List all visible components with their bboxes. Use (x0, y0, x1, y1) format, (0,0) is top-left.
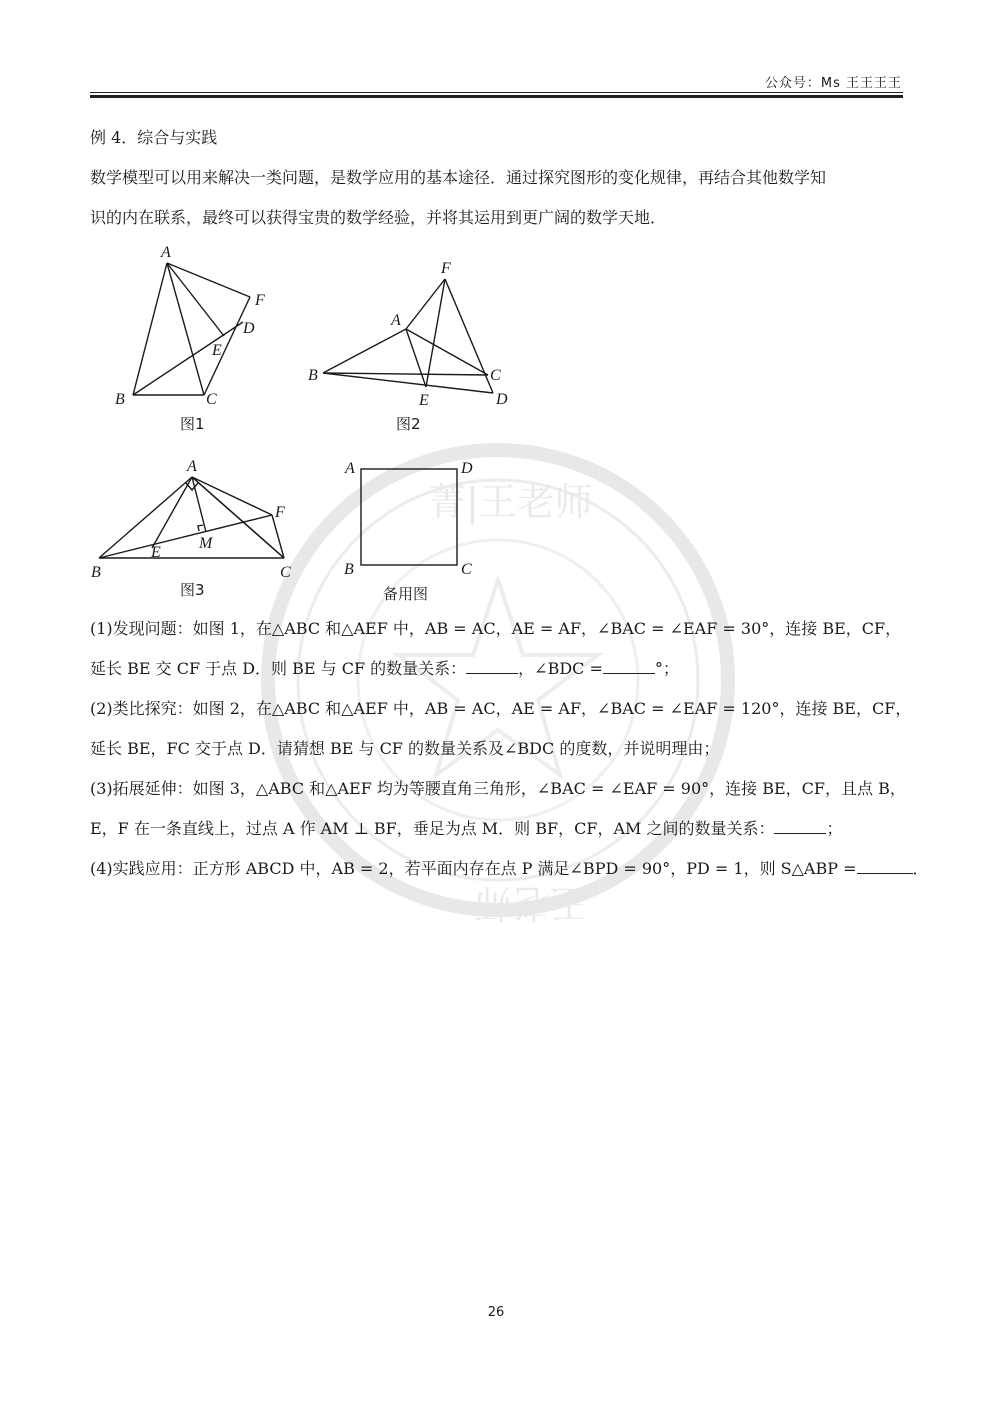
fig2-label-d: D (496, 391, 508, 408)
fig4-label-d: D (461, 460, 473, 477)
figure-1 (100, 238, 300, 438)
q1-line-2a: 延长 BE 交 CF 于点 D．则 BE 与 CF 的数量关系： (90, 659, 467, 678)
fig4-label-b: B (344, 561, 354, 578)
fig3-label-e: E (151, 544, 161, 561)
example-title: 例 4．综合与实践 (90, 128, 218, 147)
figure-spare (335, 452, 485, 607)
q3-line-2 (90, 819, 903, 839)
q1-line-2c: °； (654, 659, 679, 678)
fig2-label-b: B (308, 367, 318, 384)
figure-2 (300, 252, 530, 437)
header-rule-thin (90, 92, 903, 93)
q3-line-2a: E，F 在一条直线上，过点 A 作 AM ⊥ BF，垂足为点 M．则 BF，CF，AM 之间的数量关系： (90, 819, 775, 838)
fig3-label-b: B (91, 564, 101, 581)
fig4-label-a: A (345, 460, 355, 477)
q4-line-1b: ． (912, 859, 929, 878)
fig3-caption: 图3 (180, 581, 205, 599)
fig3-label-a: A (187, 458, 197, 475)
q3-answer-blank[interactable] (774, 819, 826, 834)
intro-line-2: 识的内在联系，最终可以获得宝贵的数学经验，并将其运用到更广阔的数学天地． (90, 208, 667, 227)
q4-line-1a: (4)实践应用：正方形 ABCD 中，AB = 2，若平面内存在点 P 满足∠BPD = 90°，PD = 1，则 S△ABP = (90, 859, 857, 878)
fig2-label-f: F (441, 260, 451, 277)
fig1-label-e: E (212, 342, 222, 359)
q1-line-2 (90, 659, 903, 679)
fig1-label-c: C (206, 391, 217, 408)
fig2-label-e: E (419, 392, 429, 409)
figure-3 (85, 452, 300, 602)
fig3-label-c: C (280, 564, 291, 581)
fig1-caption: 图1 (180, 415, 205, 433)
intro-line-1: 数学模型可以用来解决一类问题，是数学应用的基本途径．通过探究图形的变化规律，再结合其他数学知 (90, 168, 827, 187)
fig2-label-a: A (391, 312, 401, 329)
q3-line-2b: ； (826, 819, 843, 838)
watermark-text-top: 菁|王老师 (428, 480, 593, 524)
fig1-label-b: B (115, 391, 125, 408)
q4-line-1 (90, 859, 929, 879)
fig3-label-f: F (275, 504, 285, 521)
fig2-caption: 图2 (396, 415, 421, 433)
fig1-label-f: F (255, 292, 265, 309)
q2-line-1: (2)类比探究：如图 2，在△ABC 和△AEF 中，AB = AC，AE = AF，∠BAC = ∠EAF = 120°，连接 BE，CF， (90, 699, 912, 718)
q4-answer-blank[interactable] (857, 859, 913, 874)
q1-answer-blank-1[interactable] (466, 659, 518, 674)
header-rule-thick (90, 95, 903, 98)
fig3-label-m: M (199, 535, 213, 552)
q2-line-2: 延长 BE，FC 交于点 D．请猜想 BE 与 CF 的数量关系及∠BDC 的度数，并说明理由； (90, 739, 720, 758)
fig4-label-c: C (461, 561, 472, 578)
q1-line-1: (1)发现问题：如图 1，在△ABC 和△AEF 中，AB = AC，AE = AF，∠BAC = ∠EAF = 30°，连接 BE，CF， (90, 619, 902, 638)
watermark-seal (248, 430, 748, 930)
q1-answer-blank-2[interactable] (603, 659, 655, 674)
page-number: 26 (487, 1305, 505, 1320)
fig1-label-d: D (243, 320, 255, 337)
header-account: 公众号：Ms 王王王王 (764, 76, 902, 91)
fig1-label-a: A (161, 244, 171, 261)
q1-line-2b: ，∠BDC = (518, 659, 603, 678)
fig4-caption: 备用图 (383, 585, 429, 603)
fig2-label-c: C (490, 367, 501, 384)
q3-line-1: (3)拓展延伸：如图 3，△ABC 和△AEF 均为等腰直角三角形，∠BAC = ∠EAF = 90°，连接 BE，CF，且点 B， (90, 779, 906, 798)
watermark-text-bottom: 王老师 (473, 881, 588, 925)
